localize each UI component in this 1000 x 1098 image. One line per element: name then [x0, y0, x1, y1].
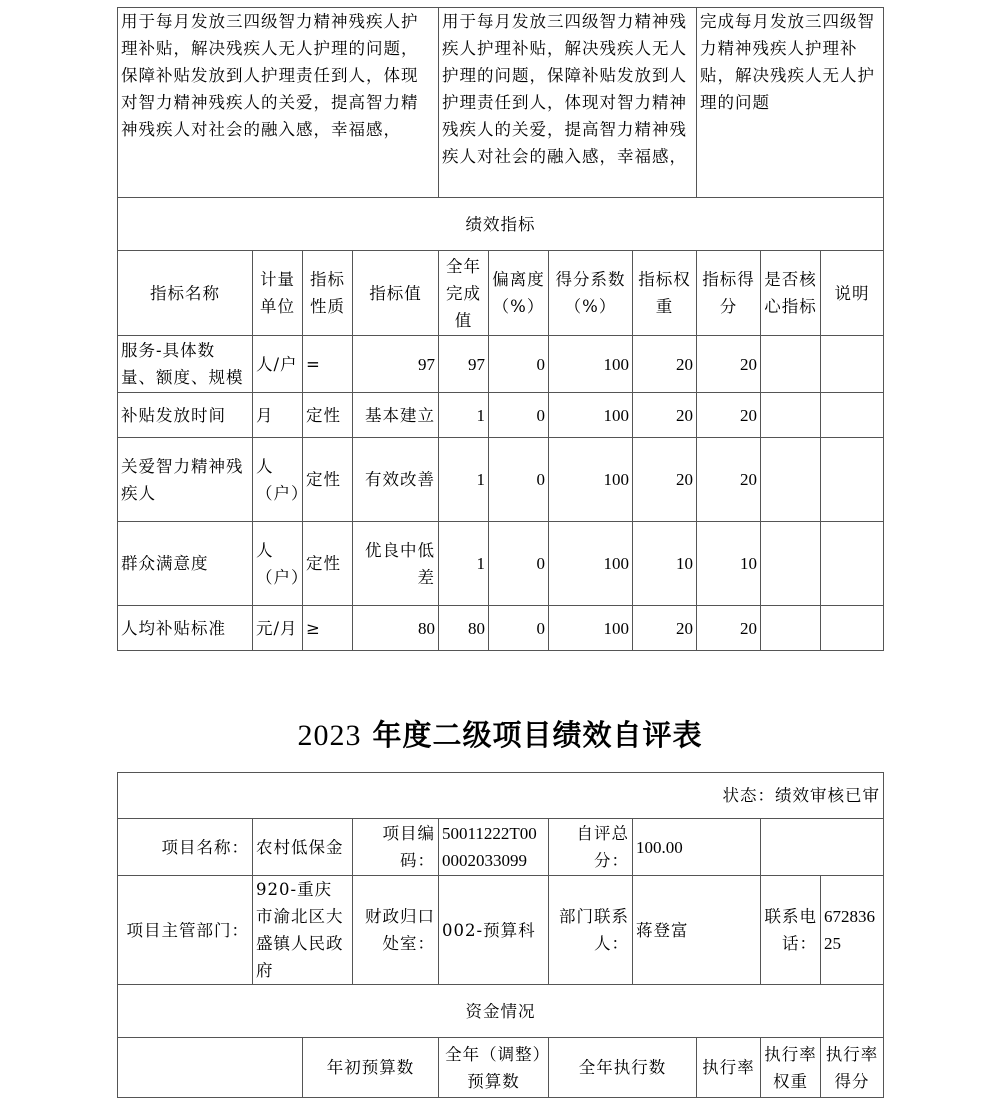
indicator-value: 80 — [353, 606, 439, 651]
project-name-label: 项目名称： — [118, 819, 253, 876]
indicator-score: 20 — [697, 438, 761, 522]
header-cell: 说明 — [821, 251, 884, 336]
funds-header-cell: 全年（调整）预算数 — [439, 1038, 549, 1098]
indicator-nature: 定性 — [303, 522, 353, 606]
contact-label: 部门联系人： — [549, 876, 633, 985]
indicator-done: 1 — [439, 522, 489, 606]
indicator-nature: ≥ — [303, 606, 353, 651]
indicator-score: 20 — [697, 606, 761, 651]
indicator-core — [761, 393, 821, 438]
indicator-deviation: 0 — [489, 336, 549, 393]
header-cell: 计量单位 — [253, 251, 303, 336]
project-name: 农村低保金 — [253, 819, 353, 876]
performance-indicator-table — [117, 7, 884, 651]
indicator-coefficient: 100 — [549, 522, 633, 606]
indicator-nature: = — [303, 336, 353, 393]
goal-text-1: 用于每月发放三四级智力精神残疾人护理补贴，解决残疾人无人护理的问题，保障补贴发放到人护理责任到人，体现对智力精神残疾人的关爱，提高智力精神残疾人对社会的融入感，幸福感， — [118, 8, 439, 198]
indicator-note — [821, 606, 884, 651]
self-score: 100.00 — [633, 819, 761, 876]
report-title-text: 年度二级项目绩效自评表 — [372, 718, 703, 752]
funds-header-cell: 全年执行数 — [549, 1038, 697, 1098]
header-cell: 偏离度（%） — [489, 251, 549, 336]
indicator-name: 群众满意度 — [118, 522, 253, 606]
indicator-nature: 定性 — [303, 438, 353, 522]
indicator-score: 10 — [697, 522, 761, 606]
goal-text-3: 完成每月发放三四级智力精神残疾人护理补贴，解决残疾人无人护理的问题 — [697, 8, 884, 198]
funds-header-row — [118, 1038, 884, 1098]
funds-header-cell: 年初预算数 — [303, 1038, 439, 1098]
indicator-nature: 定性 — [303, 393, 353, 438]
self-evaluation-table — [117, 772, 884, 1098]
indicator-core — [761, 438, 821, 522]
indicator-value: 有效改善 — [353, 438, 439, 522]
funds-header-cell: 执行率权重 — [761, 1038, 821, 1098]
table-row — [118, 522, 884, 606]
report-title — [0, 713, 1000, 754]
table-row — [118, 336, 884, 393]
indicator-done: 1 — [439, 393, 489, 438]
indicator-score: 20 — [697, 336, 761, 393]
status-label: 状态：绩效审核已审 — [118, 773, 884, 819]
table-row — [118, 438, 884, 522]
table-row — [118, 606, 884, 651]
indicator-note — [821, 438, 884, 522]
indicator-deviation: 0 — [489, 522, 549, 606]
indicator-coefficient: 100 — [549, 438, 633, 522]
indicator-header-row — [118, 251, 884, 336]
indicator-unit: 人/户 — [253, 336, 303, 393]
dept-value: 920-重庆市渝北区大盛镇人民政府 — [253, 876, 353, 985]
report-year: 2023 — [297, 719, 362, 752]
indicator-weight: 10 — [633, 522, 697, 606]
indicator-unit: 人（户） — [253, 522, 303, 606]
contact-value: 蒋登富 — [633, 876, 761, 985]
indicator-unit: 月 — [253, 393, 303, 438]
header-cell: 指标得分 — [697, 251, 761, 336]
indicator-done: 1 — [439, 438, 489, 522]
header-cell: 得分系数（%） — [549, 251, 633, 336]
indicator-name: 关爱智力精神残疾人 — [118, 438, 253, 522]
indicator-value: 优良中低差 — [353, 522, 439, 606]
header-cell: 指标名称 — [118, 251, 253, 336]
indicator-value: 97 — [353, 336, 439, 393]
indicator-done: 97 — [439, 336, 489, 393]
indicator-score: 20 — [697, 393, 761, 438]
indicator-weight: 20 — [633, 438, 697, 522]
header-cell: 是否核心指标 — [761, 251, 821, 336]
indicator-unit: 元/月 — [253, 606, 303, 651]
indicator-coefficient: 100 — [549, 336, 633, 393]
indicator-note — [821, 336, 884, 393]
indicator-weight: 20 — [633, 393, 697, 438]
indicator-deviation: 0 — [489, 438, 549, 522]
indicator-name: 人均补贴标准 — [118, 606, 253, 651]
indicator-core — [761, 336, 821, 393]
phone-value: 67283625 — [821, 876, 884, 985]
finance-value: 002-预算科 — [439, 876, 549, 985]
funds-header-cell: 执行率得分 — [821, 1038, 884, 1098]
project-code-label: 项目编码： — [353, 819, 439, 876]
phone-label: 联系电话： — [761, 876, 821, 985]
indicator-note — [821, 393, 884, 438]
indicator-deviation: 0 — [489, 606, 549, 651]
indicator-value: 基本建立 — [353, 393, 439, 438]
indicator-done: 80 — [439, 606, 489, 651]
indicator-weight: 20 — [633, 336, 697, 393]
section-title: 绩效指标 — [118, 198, 884, 251]
header-cell: 全年完成值 — [439, 251, 489, 336]
project-code: 50011222T000002033099 — [439, 819, 549, 876]
indicator-coefficient: 100 — [549, 606, 633, 651]
indicator-note — [821, 522, 884, 606]
indicator-unit: 人（户） — [253, 438, 303, 522]
funds-section-title: 资金情况 — [118, 985, 884, 1038]
header-cell: 指标性质 — [303, 251, 353, 336]
indicator-core — [761, 606, 821, 651]
header-cell: 指标值 — [353, 251, 439, 336]
table-row — [118, 393, 884, 438]
dept-label: 项目主管部门： — [118, 876, 253, 985]
indicator-name: 服务-具体数量、额度、规模 — [118, 336, 253, 393]
indicator-weight: 20 — [633, 606, 697, 651]
indicator-core — [761, 522, 821, 606]
indicator-name: 补贴发放时间 — [118, 393, 253, 438]
header-cell: 指标权重 — [633, 251, 697, 336]
goal-text-2: 用于每月发放三四级智力精神残疾人护理补贴，解决残疾人无人护理的问题，保障补贴发放到人护理责任到人，体现对智力精神残疾人的关爱，提高智力精神残疾人对社会的融入感，幸福感， — [439, 8, 697, 198]
self-score-label: 自评总分： — [549, 819, 633, 876]
indicator-deviation: 0 — [489, 393, 549, 438]
indicator-coefficient: 100 — [549, 393, 633, 438]
funds-header-cell: 执行率 — [697, 1038, 761, 1098]
finance-label: 财政归口处室： — [353, 876, 439, 985]
